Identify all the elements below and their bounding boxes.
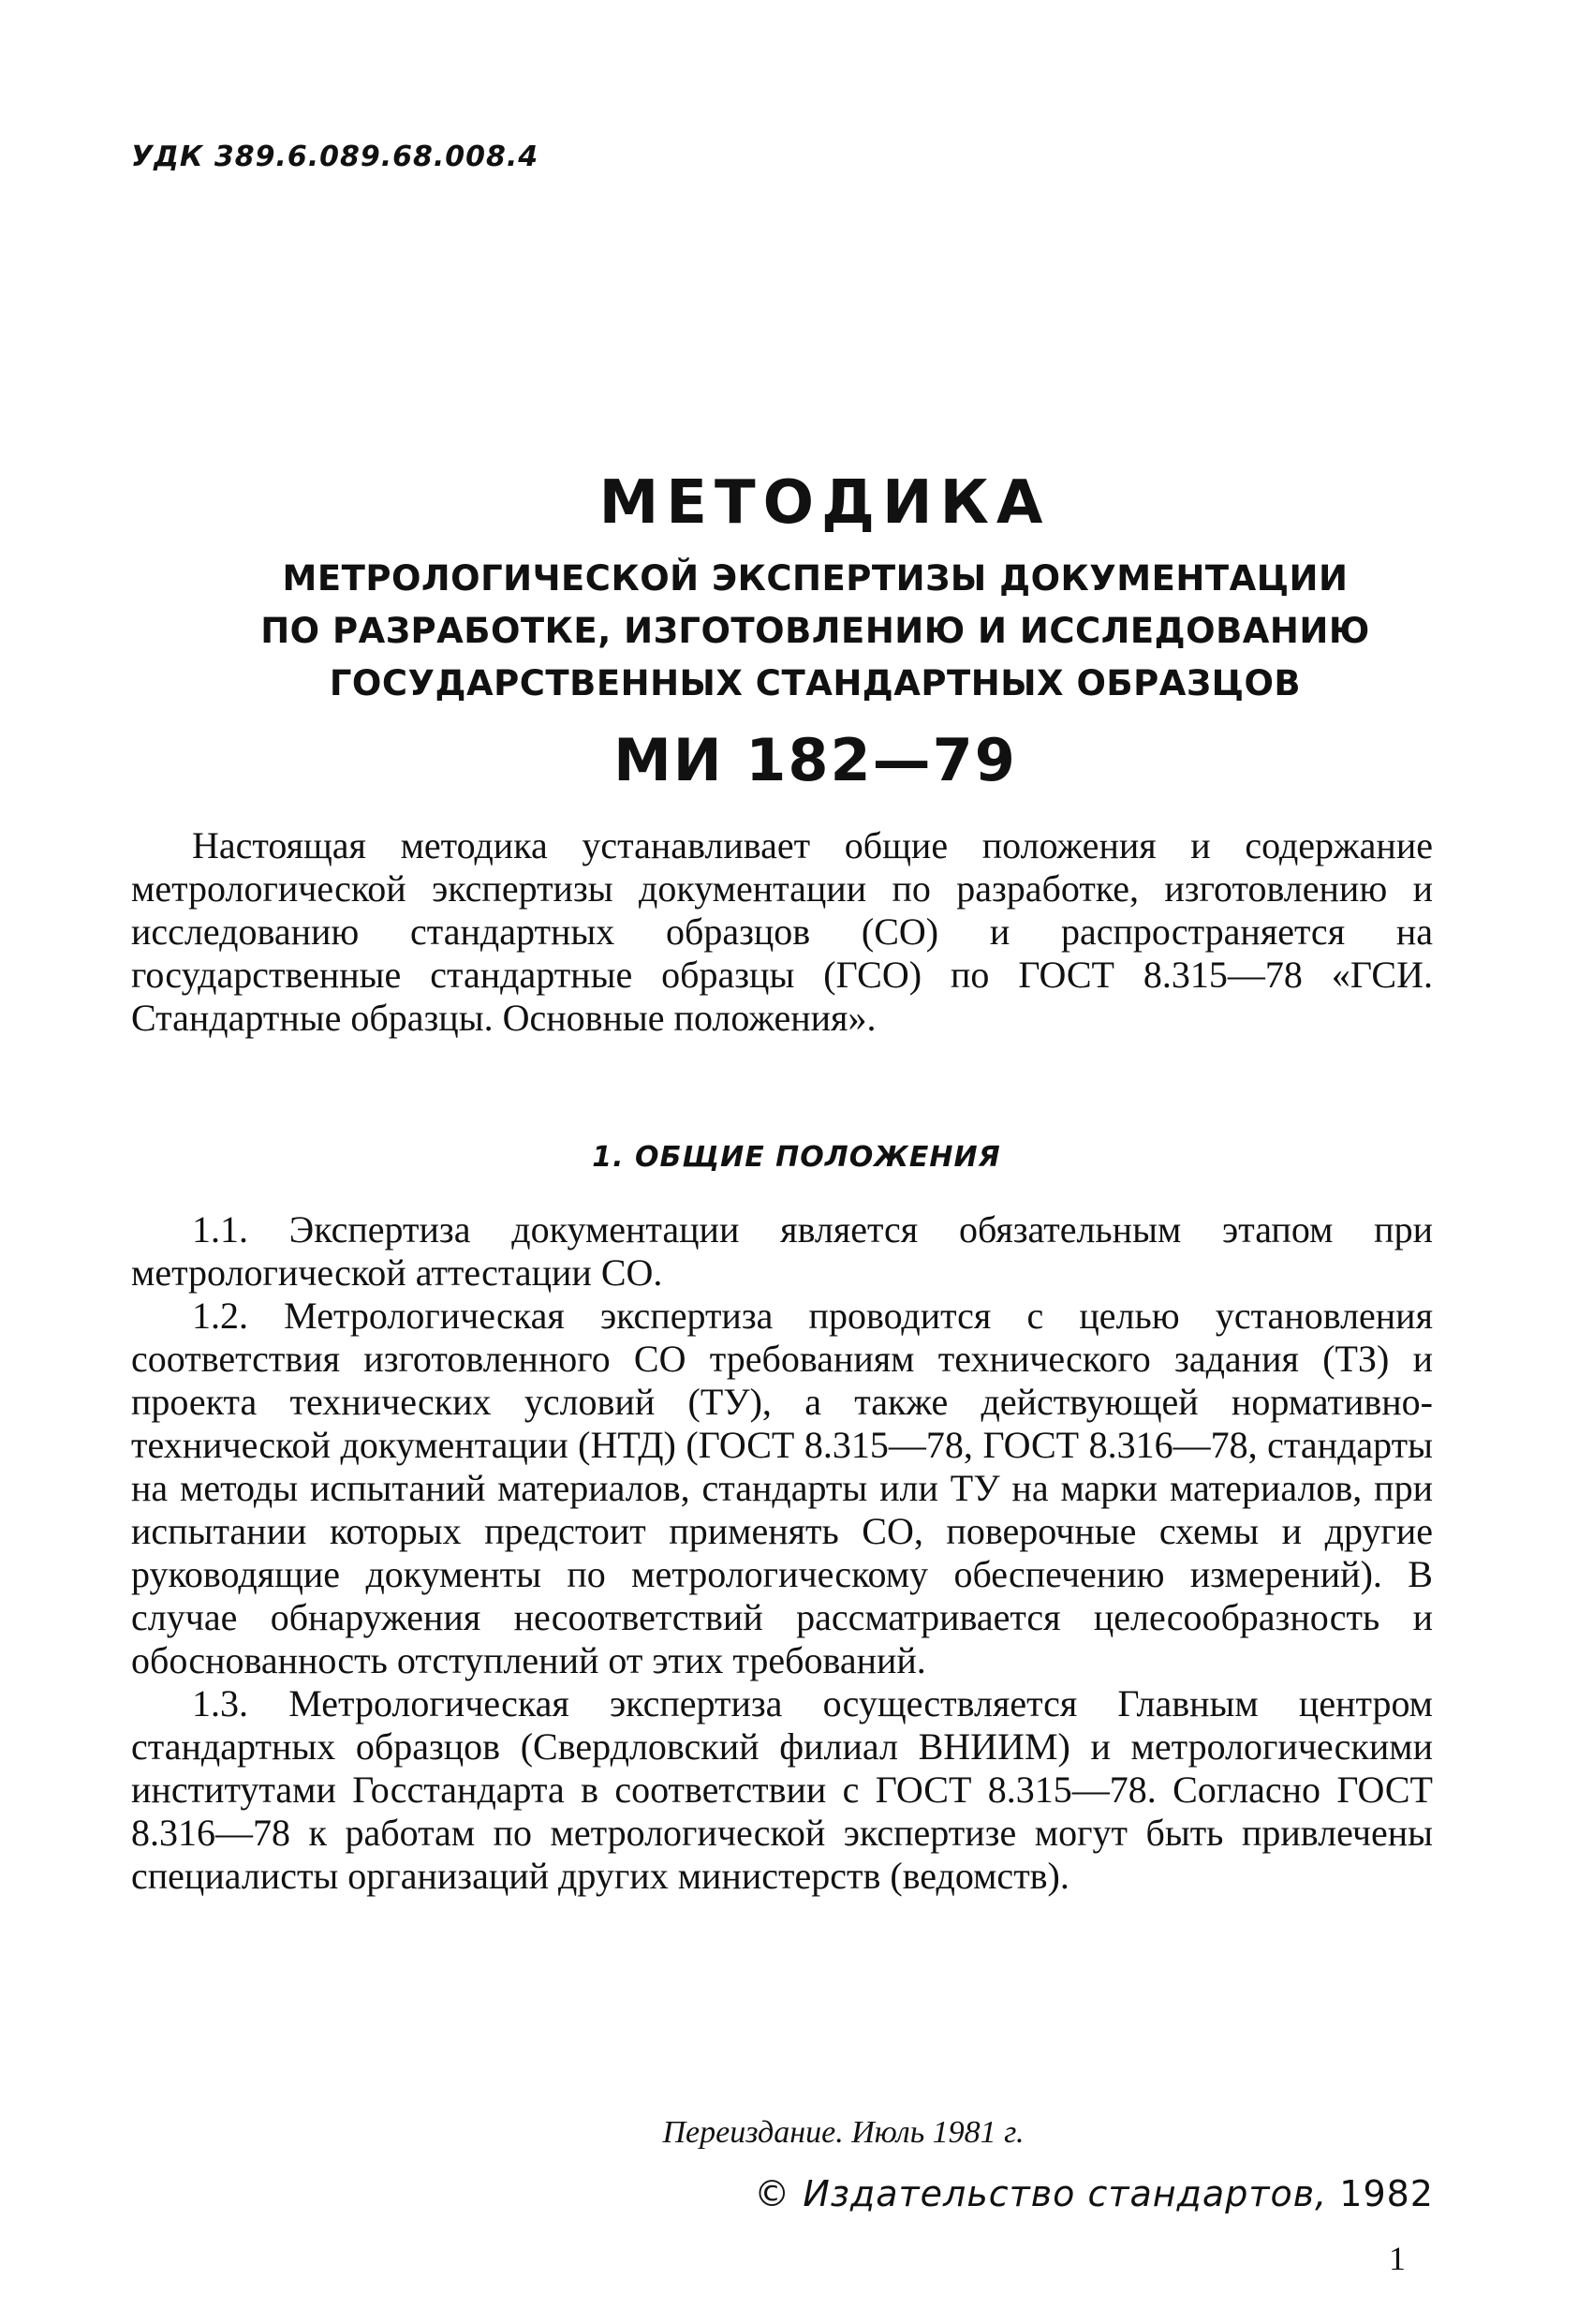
publication-year: 1982: [1339, 2173, 1434, 2214]
publisher-name: Издательство стандартов,: [803, 2173, 1328, 2214]
subtitle-line: ГОСУДАРСТВЕННЫХ СТАНДАРТНЫХ ОБРАЗЦОВ: [329, 663, 1302, 703]
clause-1-2: 1.2. Метрологическая экспертиза проводится с целью установления соответствия изготовленного СО требованиям технического задания (ТЗ) и проекта технических условий (ТУ), а также действующей нормативно-технической документации (НТД) (ГОСТ 8.315—78, ГОСТ 8.316—78, стандарты на методы испытаний материалов, стандарты или ТУ на марки материалов, при испытании которых предстоит применять СО, поверочные схемы и другие руководящие документы по метрологическому обеспечению измерений). В случае обнаружения несоответствий рассматривается целесообразность и обоснованность отступлений от этих требований.: [131, 1295, 1433, 1681]
document-designation: МИ 182—79: [613, 726, 1017, 794]
section-clauses: [131, 1208, 1433, 1898]
intro-text: Настоящая методика устанавливает общие положения и содержание метрологической экспертизы документации по разработке, изготовлению и исследованию стандартных образцов (СО) и распространяется на государственные стандартные образцы (ГСО) по ГОСТ 8.315—78 «ГСИ. Стандартные образцы. Основные положения».: [131, 824, 1433, 1039]
document-title: МЕТОДИКА: [598, 468, 1051, 538]
udk-code: УДК 389.6.089.68.008.4: [131, 141, 539, 173]
subtitle-line: ПО РАЗРАБОТКЕ, ИЗГОТОВЛЕНИЮ И ИССЛЕДОВАНИЮ: [260, 611, 1370, 651]
copyright-icon: ©: [754, 2173, 791, 2214]
clause-1-1: 1.1. Экспертиза документации является обязательным этапом при метрологической аттестации СО.: [131, 1208, 1433, 1294]
copyright-line: [754, 2173, 1434, 2214]
page-number: 1: [1389, 2240, 1406, 2277]
section-heading: 1. ОБЩИЕ ПОЛОЖЕНИЯ: [592, 1141, 1001, 1174]
clause-1-3: 1.3. Метрологическая экспертиза осуществляется Главным центром стандартных образцов (Свердловский филиал ВНИИМ) и метрологическими институтами Госстандарта в соответствии с ГОСТ 8.315—78. Согласно ГОСТ 8.316—78 к работам по метрологической экспертизе могут быть привлечены специалисты организаций других министерств (ведомств).: [131, 1682, 1433, 1897]
intro-paragraph: [131, 824, 1433, 1040]
subtitle-line: МЕТРОЛОГИЧЕСКОЙ ЭКСПЕРТИЗЫ ДОКУМЕНТАЦИИ: [282, 558, 1349, 599]
reprint-note: Переиздание. Июль 1981 г.: [662, 2115, 1025, 2150]
document-subtitle: [19, 553, 1593, 710]
